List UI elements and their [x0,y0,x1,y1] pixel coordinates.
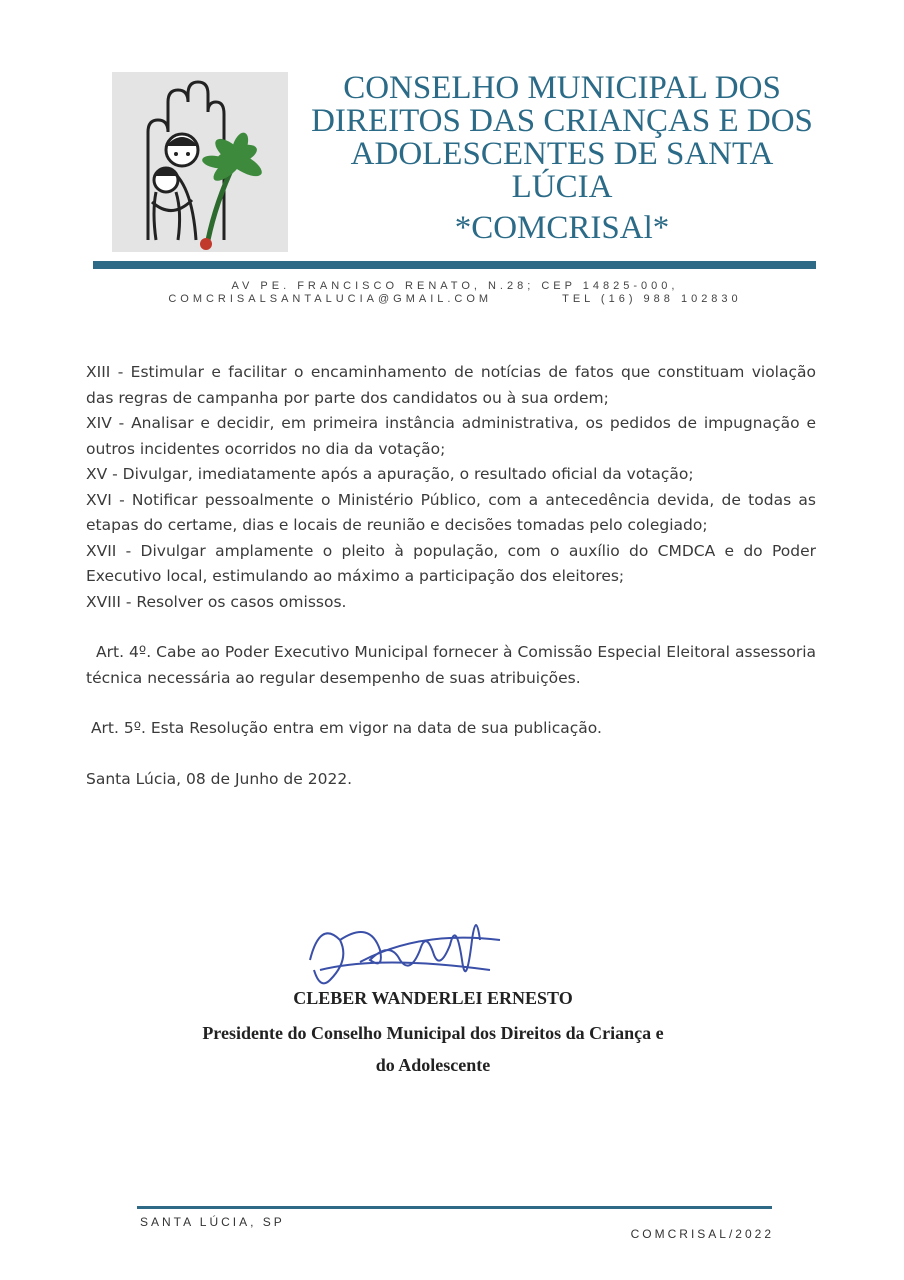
article-5: Art. 5º. Esta Resolução entra em vigor na data de sua publicação. [86,719,602,737]
article-4: Art. 4º. Cabe ao Poder Executivo Municipal fornecer à Comissão Especial Eleitoral assessoria técnica necessária ao regular desempenho de suas atribuições. [86,643,821,687]
title-line: CONSELHO MUNICIPAL DOS [343,70,781,106]
organization-acronym: *COMCRISAl* [454,210,670,246]
footer-reference: COMCRISAL/2022 [630,1227,774,1241]
organization-logo [112,72,288,252]
email-text: COMCRISALSANTALUCIA@GMAIL.COM [168,293,493,305]
header-divider [93,261,816,269]
title-line: ADOLESCENTES DE SANTA [350,136,774,172]
date-line: Santa Lúcia, 08 de Junho de 2022. [86,769,353,788]
footer-location: SANTA LÚCIA, SP [140,1215,285,1229]
document-body [86,360,821,792]
organization-title [292,72,832,204]
clause-xv: XV - Divulgar, imediatamente após a apuração, o resultado oficial da votação; [86,465,694,483]
clause-xvii: XVII - Divulgar amplamente o pleito à população, com o auxílio do CMDCA e do Poder Executivo local, estimulando ao máximo a participação dos eleitores; [86,541,816,585]
signer-role-continued: do Adolescente [375,1055,491,1075]
clause-xviii: XVIII - Resolver os casos omissos. [86,592,347,611]
handwritten-signature [300,900,520,1000]
footer-divider [137,1206,772,1209]
address-line: AV PE. FRANCISCO RENATO, N.28; CEP 14825-000, [231,280,679,292]
signer-role: Presidente do Conselho Municipal dos Direitos da Criança e [202,1023,664,1043]
contact-line [80,293,830,305]
clause-xvi: XVI - Notificar pessoalmente o Ministério Público, com a antecedência devida, de todas as etapas do certame, dias e locais de reunião e decisões tomadas pelo colegiado; [86,490,816,534]
signer-name: CLEBER WANDERLEI ERNESTO [293,988,573,1008]
title-line: LÚCIA [511,169,613,205]
clause-xiv: XIV - Analisar e decidir, em primeira instância administrativa, os pedidos de impugnação e outros incidentes ocorridos no dia da votação; [86,414,816,458]
clause-xiii: XIII - Estimular e facilitar o encaminhamento de notícias de fatos que constituam violação das regras de campanha por parte dos candidatos ou à sua ordem; [86,363,816,407]
phone-text: TEL (16) 988 102830 [562,293,742,305]
title-line: DIREITOS DAS CRIANÇAS E DOS [311,103,813,139]
